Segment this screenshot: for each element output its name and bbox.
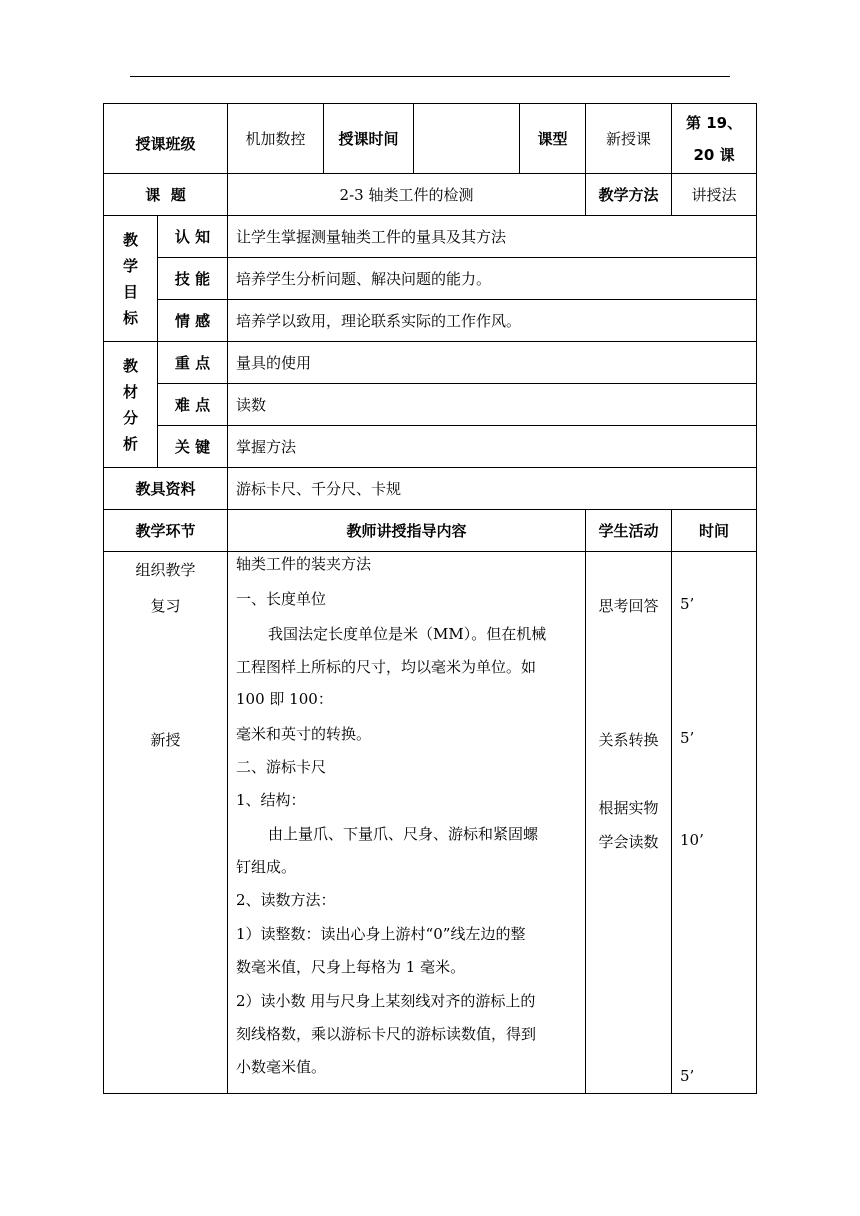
content-line: 钉组成。 <box>236 857 297 876</box>
objectives-char: 标 <box>122 308 138 327</box>
analysis-label: 难 点 <box>158 384 228 426</box>
stage-item: 复习 <box>150 596 181 615</box>
objectives-char: 学 <box>122 256 138 275</box>
analysis-group-label <box>104 342 158 468</box>
objective-label: 认 知 <box>158 216 228 258</box>
content-column <box>228 552 586 1094</box>
content-line: 数毫米值，尺身上每格为 1 毫米。 <box>236 957 466 976</box>
analysis-label: 重 点 <box>158 342 228 384</box>
tools-label: 教具资料 <box>104 468 228 510</box>
time-value: 5’ <box>680 594 695 613</box>
time-column <box>672 552 757 1094</box>
objective-value: 培养学以致用，理论联系实际的工作作风。 <box>228 300 757 342</box>
content-line: 工程图样上所标的尺寸，均以毫米为单位。如 <box>236 657 537 676</box>
time-value: 10’ <box>680 830 704 849</box>
stage-column <box>104 552 228 1094</box>
student-activity: 学会读数 <box>598 832 659 851</box>
student-activity: 根据实物 <box>598 798 659 817</box>
content-line: 一、长度单位 <box>236 589 327 608</box>
content-line: 二、游标卡尺 <box>236 757 327 776</box>
analysis-label: 关 键 <box>158 426 228 468</box>
class-value: 机加数控 <box>228 104 324 174</box>
objective-value: 让学生掌握测量轴类工件的量具及其方法 <box>228 216 757 258</box>
time-value: 5’ <box>680 728 695 747</box>
time-label: 授课时间 <box>324 104 414 174</box>
class-label: 授课班级 <box>104 104 228 174</box>
lesson-number-line1: 第 19、 <box>685 113 743 132</box>
analysis-char: 材 <box>122 382 138 401</box>
content-line: 毫米和英寸的转换。 <box>236 724 372 743</box>
content-line: 我国法定长度单位是米（MM）。但在机械 <box>268 624 547 643</box>
type-label: 课型 <box>520 104 586 174</box>
topic-value: 2-3 轴类工件的检测 <box>228 174 586 216</box>
method-value: 讲授法 <box>672 174 757 216</box>
content-line: 1）读整数：读出心身上游村“0”线左边的整 <box>236 924 526 943</box>
type-value: 新授课 <box>586 104 672 174</box>
student-activity: 思考回答 <box>598 596 659 615</box>
content-line: 2）读小数 用与尺身上某刻线对齐的游标上的 <box>236 991 536 1010</box>
method-label: 教学方法 <box>586 174 672 216</box>
analysis-value: 读数 <box>228 384 757 426</box>
content-line: 小数毫米值。 <box>236 1057 327 1076</box>
objectives-group-label <box>104 216 158 342</box>
objective-value: 培养学生分析问题、解决问题的能力。 <box>228 258 757 300</box>
lesson-plan-table <box>103 103 757 1094</box>
time-value <box>414 104 520 174</box>
column-header-stage: 教学环节 <box>104 510 228 552</box>
header-rule <box>130 76 730 77</box>
topic-label: 课 题 <box>104 174 228 216</box>
content-line: 100 即 100： <box>236 689 333 708</box>
content-line: 1、结构： <box>236 790 306 809</box>
analysis-char: 教 <box>122 356 138 375</box>
analysis-char: 分 <box>122 408 138 427</box>
student-activity: 关系转换 <box>598 730 659 749</box>
time-value: 5’ <box>680 1066 695 1085</box>
analysis-char: 析 <box>122 434 138 453</box>
objective-label: 技 能 <box>158 258 228 300</box>
tools-value: 游标卡尺、千分尺、卡规 <box>228 468 757 510</box>
content-line: 由上量爪、下量爪、尺身、游标和紧固螺 <box>268 824 539 843</box>
objectives-char: 教 <box>122 230 138 249</box>
analysis-value: 掌握方法 <box>228 426 757 468</box>
student-column <box>586 552 672 1094</box>
objectives-char: 目 <box>122 282 138 301</box>
lesson-number <box>672 104 757 174</box>
stage-item: 新授 <box>150 730 181 749</box>
content-line: 刻线格数，乘以游标卡尺的游标读数值，得到 <box>236 1024 537 1043</box>
objective-label: 情 感 <box>158 300 228 342</box>
analysis-value: 量具的使用 <box>228 342 757 384</box>
column-header-time: 时间 <box>672 510 757 552</box>
content-line: 轴类工件的装夹方法 <box>236 554 372 573</box>
column-header-student: 学生活动 <box>586 510 672 552</box>
content-line: 2、读数方法： <box>236 890 336 909</box>
stage-item: 组织教学 <box>135 560 196 579</box>
column-header-content: 教师讲授指导内容 <box>228 510 586 552</box>
lesson-number-line2: 20 课 <box>693 145 735 164</box>
